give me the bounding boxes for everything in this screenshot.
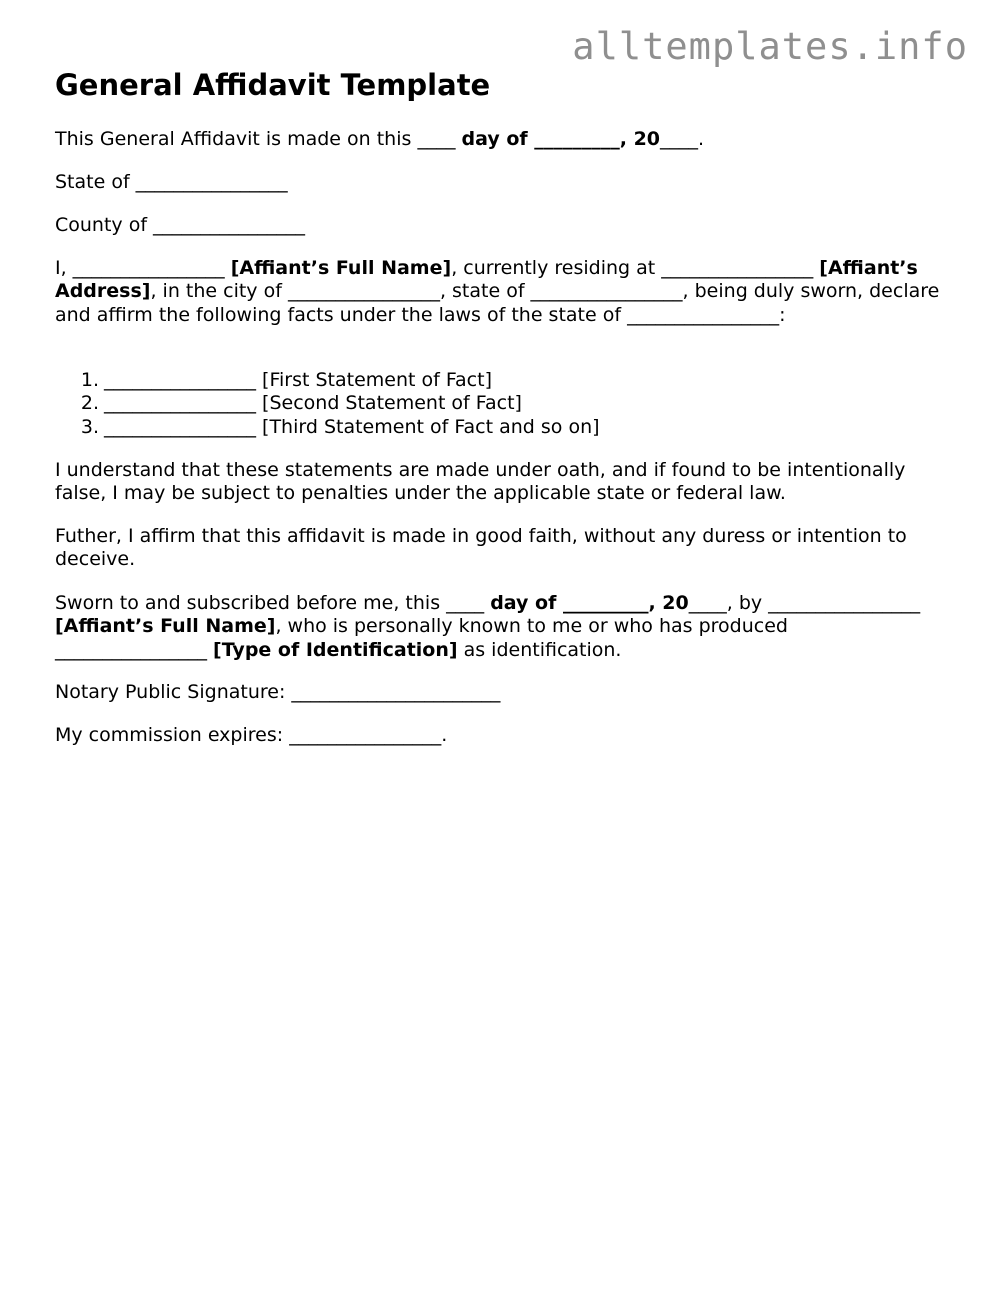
document-title: General Affidavit Template xyxy=(55,68,491,102)
fact-number: 1. xyxy=(80,369,99,391)
affiant-part1: I, ________________ xyxy=(55,257,231,279)
fact-text: ________________ [First Statement of Fact] xyxy=(104,369,492,391)
state-line: State of ________________ xyxy=(55,171,288,193)
fact-text: ________________ [Third Statement of Fact and so on] xyxy=(104,415,600,438)
affiant-paragraph xyxy=(55,257,945,327)
list-item xyxy=(55,392,600,415)
sworn-date-label: day of _________, 20 xyxy=(490,592,689,614)
commission-expires-line: My commission expires: ________________. xyxy=(55,724,448,746)
list-item xyxy=(55,369,600,392)
fact-number: 2. xyxy=(80,392,99,415)
further-paragraph: Futher, I affirm that this affidavit is made in good faith, without any duress or intention to deceive. xyxy=(55,525,907,571)
notary-signature-line: Notary Public Signature: ______________________ xyxy=(55,681,501,703)
affiant-address-label: [Affiant’s Address] xyxy=(55,257,918,303)
fact-text: ________________ [Second Statement of Fact] xyxy=(104,392,522,415)
sworn-part4: as identification. xyxy=(457,638,622,661)
intro-paragraph xyxy=(55,128,945,151)
affiant-part3: , in the city of ________________, state of ________________, being duly sworn, declare and affirm the following facts under the laws of the state of ________________: xyxy=(55,280,940,326)
sworn-part2: ____, by ________________ xyxy=(688,592,921,614)
understand-paragraph: I understand that these statements are made under oath, and if found to be intentionally false, I may be subject to penalties under the applicable state or federal law. xyxy=(55,459,906,505)
watermark-text: alltemplates.info xyxy=(572,25,968,68)
list-item xyxy=(55,416,600,439)
intro-tail: ____. xyxy=(660,128,705,150)
county-line: County of ________________ xyxy=(55,214,306,236)
intro-text: This General Affidavit is made on this ____ xyxy=(55,128,462,150)
sworn-id-label: [Type of Identification] xyxy=(213,638,458,661)
affiant-part2: , currently residing at ________________ xyxy=(451,257,820,279)
sworn-paragraph xyxy=(55,592,945,662)
intro-date-label: day of _________, 20 xyxy=(461,128,661,150)
fact-number: 3. xyxy=(80,415,99,438)
sworn-name-label: [Affiant’s Full Name] xyxy=(55,615,276,638)
sworn-part1: Sworn to and subscribed before me, this ____ xyxy=(55,592,491,614)
sworn-part3: , who is personally known to me or who has produced ________________ xyxy=(55,615,788,661)
affiant-name-label: [Affiant’s Full Name] xyxy=(230,257,452,279)
facts-list xyxy=(55,369,600,439)
